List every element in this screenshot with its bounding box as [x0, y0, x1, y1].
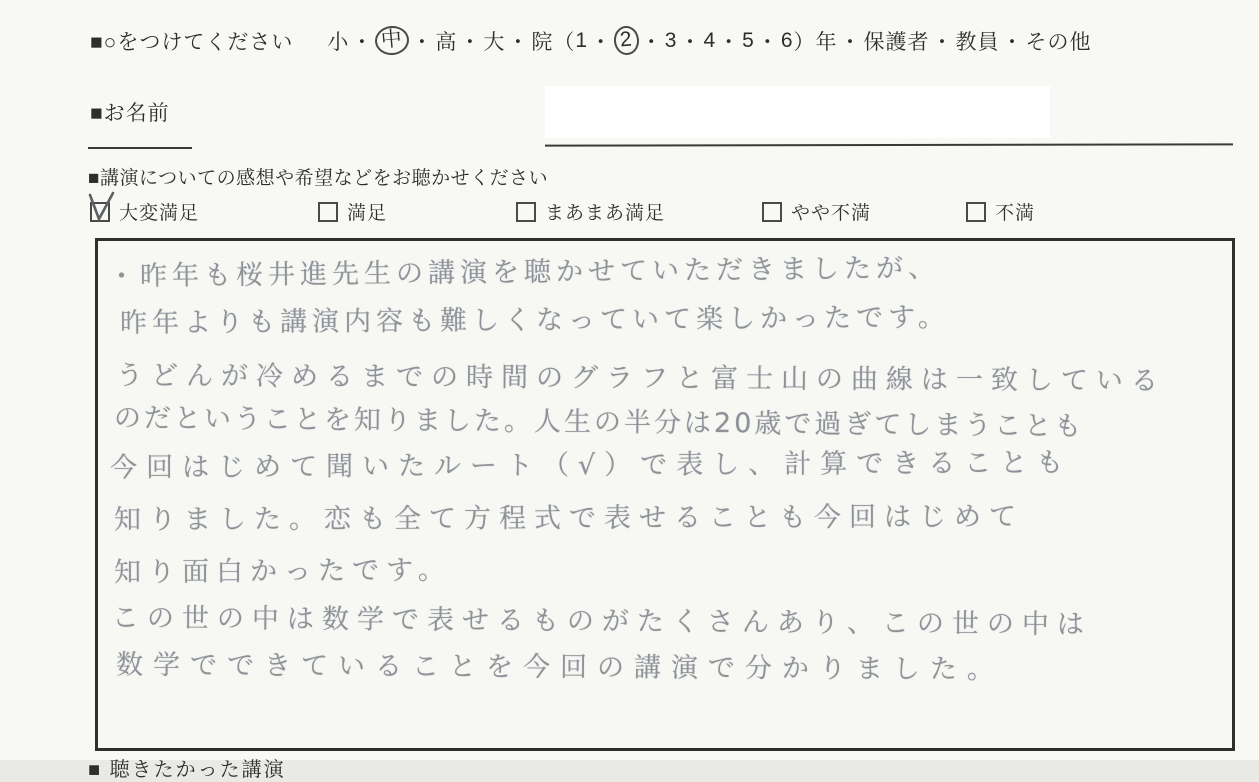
option-slightly-dissatisfied [762, 198, 871, 225]
option-dissatisfied [966, 198, 1035, 225]
school-option-graduate: 院 [531, 31, 554, 54]
paren-close: ） [793, 31, 816, 54]
dot-separator: ・ [459, 31, 482, 54]
role-option-other: その他 [1025, 31, 1092, 54]
name-field-label: ■お名前 [90, 102, 170, 125]
year-option-4: 4 [703, 29, 717, 52]
handwritten-line: 数学でできていることを今回の講演で分かりました。 [115, 649, 1005, 686]
name-entry-line [545, 143, 1233, 146]
name-label-underline [88, 147, 192, 149]
year-option-5: 5 [742, 29, 755, 52]
checkbox-very-satisfied [90, 202, 110, 222]
option-satisfied [318, 198, 387, 225]
dot-separator: ・ [679, 31, 702, 54]
handwritten-check-icon [86, 189, 116, 223]
school-option-high: 高 [435, 31, 458, 54]
role-option-guardian: 保護者 [863, 31, 930, 54]
dot-separator: ・ [411, 31, 434, 54]
year-option-6: 6 [780, 29, 794, 52]
handwritten-line: この世の中は数学で表せるものがたくさんあり、この世の中は [111, 602, 1093, 641]
school-option-elementary: 小 [327, 31, 350, 54]
year-option-3: 3 [664, 29, 678, 52]
dot-separator: ・ [351, 31, 374, 54]
dot-separator: ・ [590, 31, 613, 54]
checkbox-somewhat-satisfied [516, 202, 536, 222]
next-section-cutoff-label: ■ 聴きたかった講演 [88, 759, 286, 781]
dot-separator: ・ [756, 31, 779, 54]
year-suffix: 年 [815, 31, 838, 54]
option-label: 不満 [995, 203, 1036, 224]
handwritten-line: 今回はじめて聞いたルート（√）で表し、計算できることも [109, 447, 1073, 484]
dot-separator: ・ [718, 31, 741, 54]
year-option-2-circled: 2 [613, 25, 640, 56]
feedback-section-label: ■講演についての感想や希望などをお聴かせください [88, 168, 549, 189]
checkbox-slightly-dissatisfied [762, 202, 782, 222]
school-option-junior-high-circled: 中 [374, 25, 410, 57]
option-very-satisfied [90, 198, 199, 225]
dot-separator: ・ [507, 31, 530, 54]
handwritten-line: うどんが冷めるまでの時間のグラフと富士山の曲線は一致している [115, 360, 1167, 397]
circle-selection-row [90, 26, 1092, 56]
dot-separator: ・ [1001, 31, 1024, 54]
dot-separator: ・ [640, 31, 663, 54]
handwritten-line: 昨年よりも講演内容も難しくなっていて楽しかったです。 [119, 302, 950, 339]
handwritten-line: 知り面白かったです。 [113, 554, 452, 589]
name-redaction-whiteout [545, 86, 1050, 138]
handwritten-line: ・昨年も桜井進先生の講演を聴かせていただきましたが、 [107, 252, 941, 293]
option-label: 満足 [347, 203, 388, 224]
year-option-1: 1 [575, 29, 589, 52]
checkbox-satisfied [318, 202, 338, 222]
option-label: やや不満 [791, 203, 872, 224]
option-label: 大変満足 [119, 203, 200, 224]
paren-open: （ [553, 31, 576, 54]
handwritten-line: 知りました。恋も全て方程式で表せることも今回はじめて [113, 501, 1025, 536]
circle-instruction-label: ■○をつけてください [90, 31, 294, 54]
checkbox-dissatisfied [966, 202, 986, 222]
option-label: まあまあ満足 [545, 203, 666, 224]
handwritten-line: のだということを知りました。人生の半分は20歳で過ぎてしまうことも [113, 402, 1085, 443]
school-option-university: 大 [483, 31, 506, 54]
option-somewhat-satisfied [516, 198, 665, 225]
role-option-teacher: 教員 [955, 31, 1000, 54]
dot-separator: ・ [839, 31, 862, 54]
dot-separator: ・ [931, 31, 954, 54]
